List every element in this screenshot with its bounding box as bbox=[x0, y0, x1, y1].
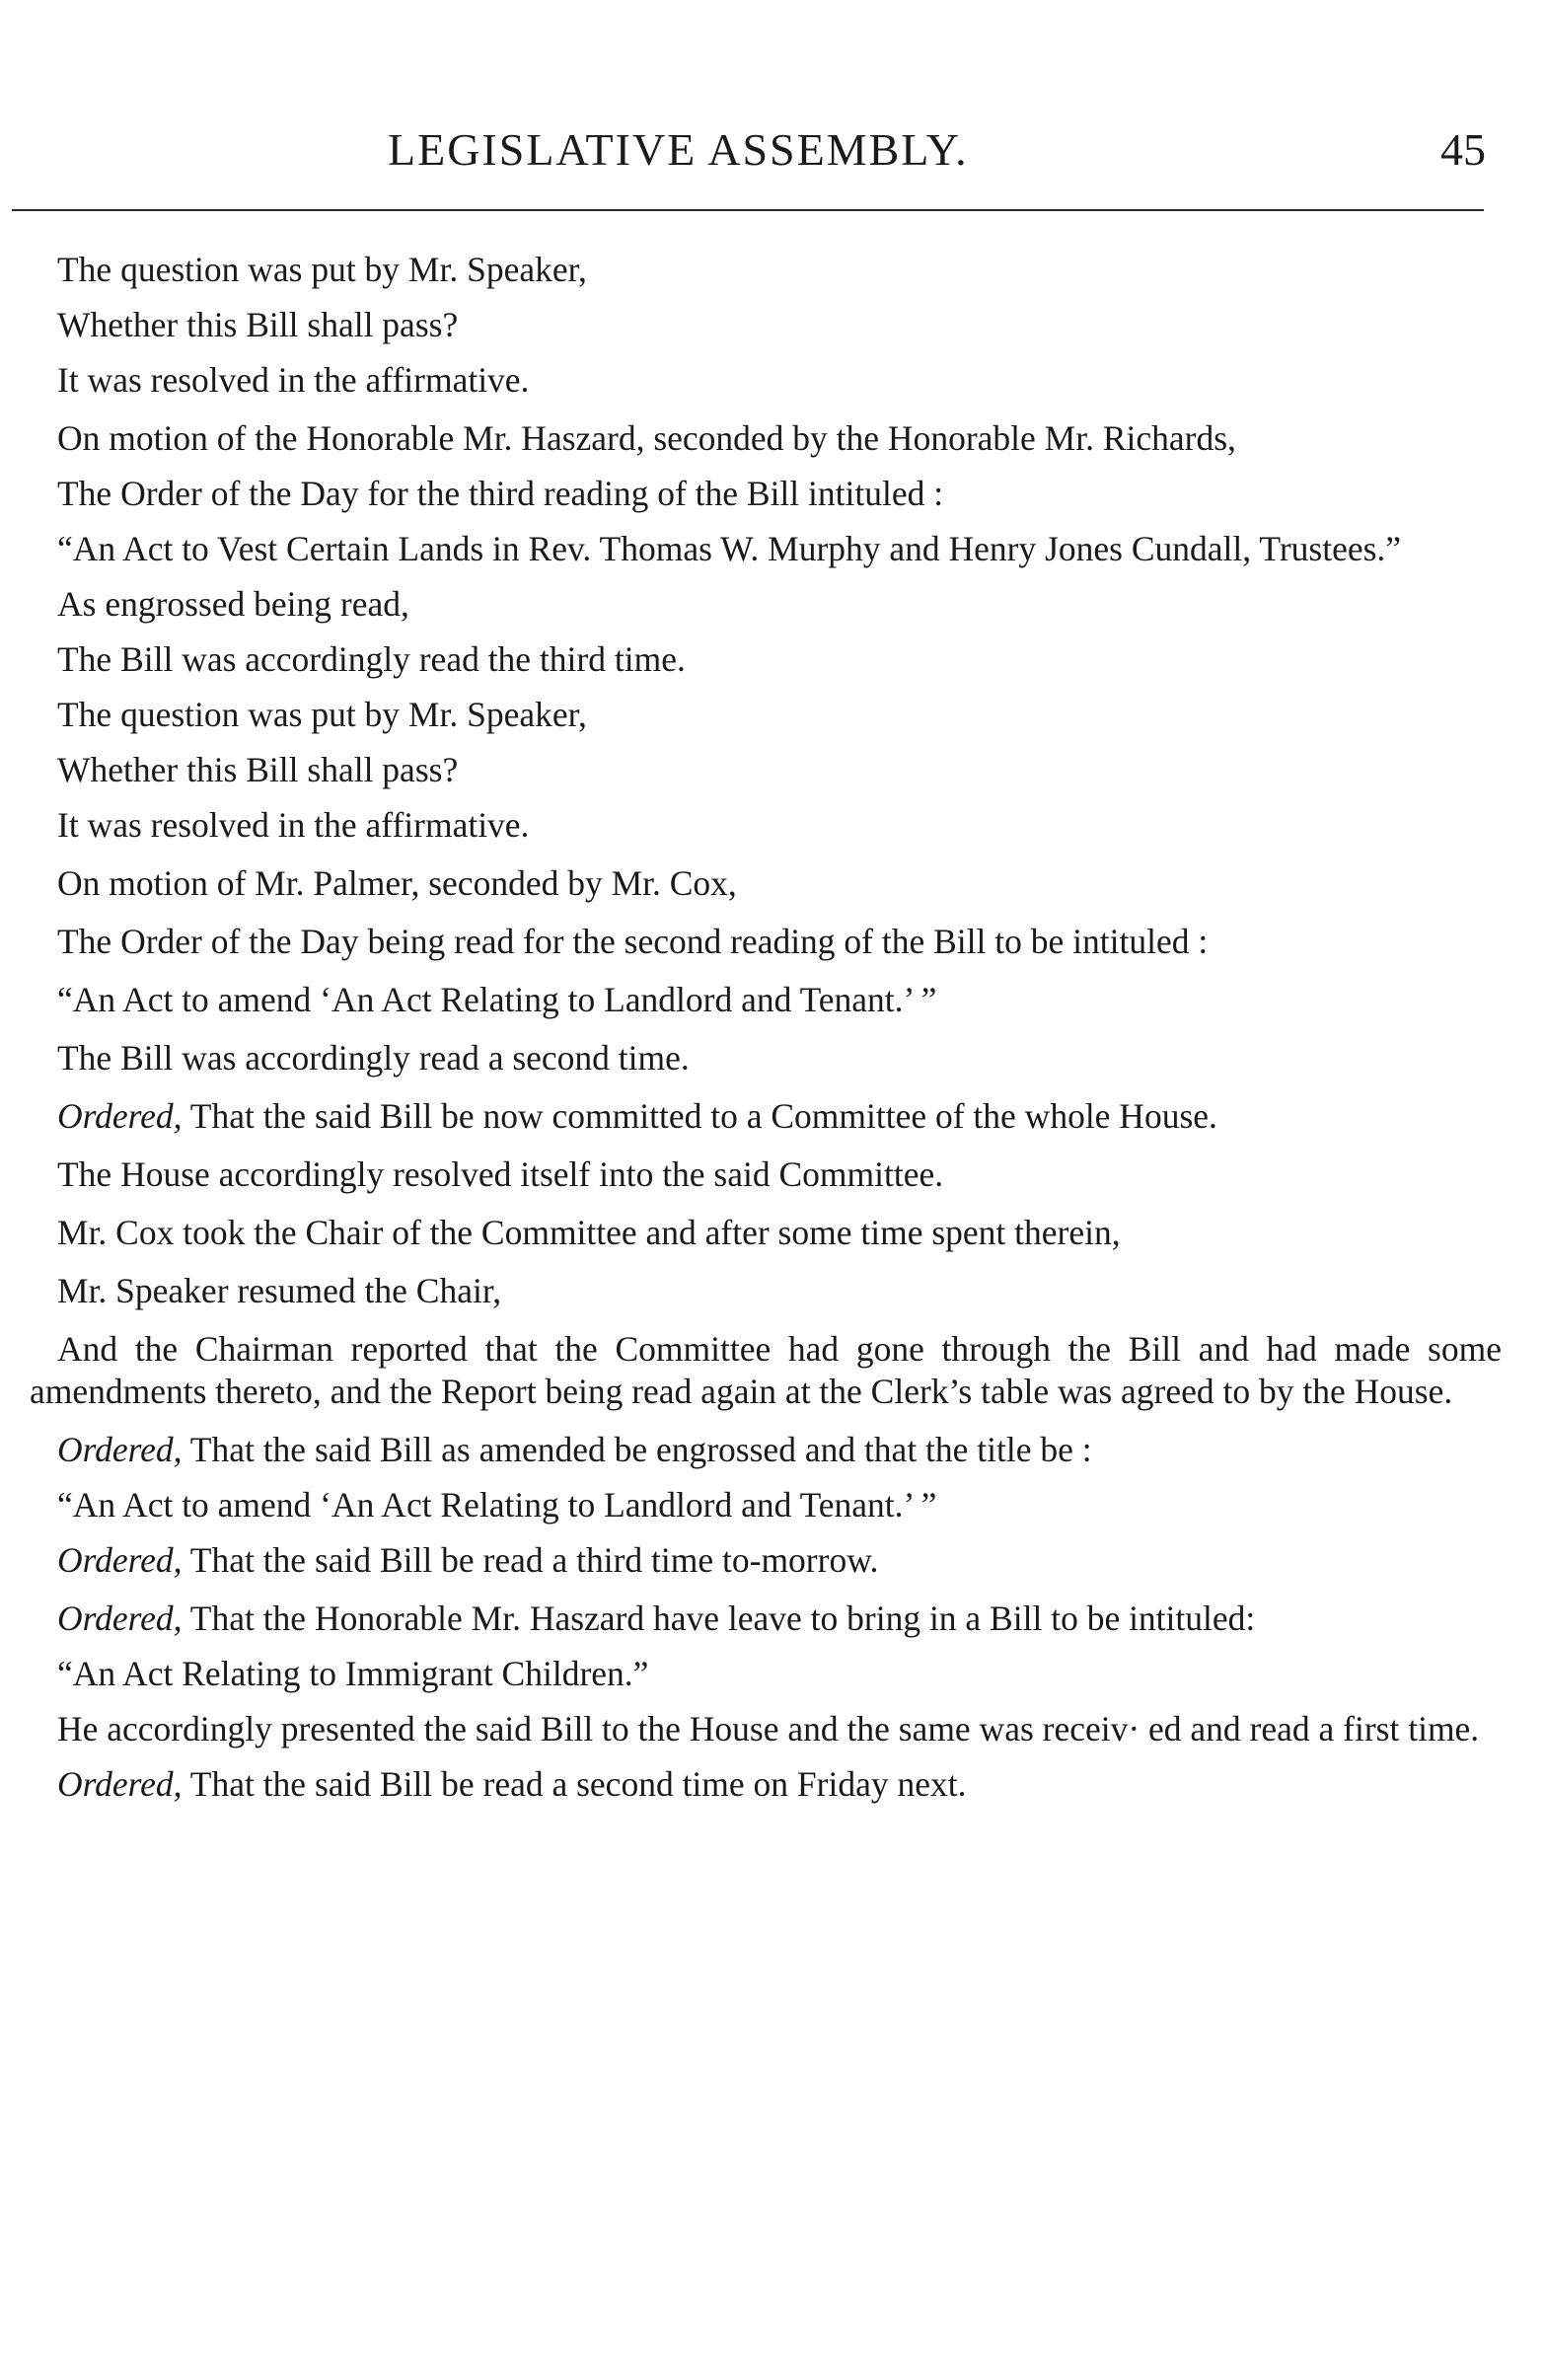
paragraph-text: He accordingly presented the said Bill to the House and the same was receiv· ed and read a first time. bbox=[57, 1709, 1480, 1748]
paragraph-lead: Ordered, bbox=[57, 1599, 183, 1638]
paragraph-text: The question was put by Mr. Speaker, bbox=[57, 695, 587, 734]
paragraph-text: The House accordingly resolved itself into the said Committee. bbox=[57, 1154, 944, 1194]
paragraph bbox=[30, 1429, 1502, 1471]
page-header bbox=[0, 120, 1545, 180]
paragraph-text: It was resolved in the affirmative. bbox=[57, 805, 530, 845]
header-rule bbox=[12, 209, 1484, 211]
paragraph bbox=[30, 694, 1502, 736]
paragraph bbox=[30, 1484, 1502, 1526]
paragraph-text: That the said Bill be now committed to a Committee of the whole House. bbox=[182, 1096, 1217, 1136]
paragraph-text: The Order of the Day being read for the second reading of the Bill to be intituled : bbox=[57, 922, 1209, 961]
paragraph-lead: Ordered, bbox=[57, 1096, 183, 1136]
paragraph-text: Mr. Cox took the Chair of the Committee and after some time spent therein, bbox=[57, 1213, 1121, 1252]
paragraph bbox=[30, 473, 1502, 515]
paragraph-text: “An Act Relating to Immigrant Children.” bbox=[57, 1654, 649, 1693]
paragraph-text: The Order of the Day for the third reading of the Bill intituled : bbox=[57, 474, 944, 513]
paragraph bbox=[30, 1270, 1502, 1312]
paragraph-text: Whether this Bill shall pass? bbox=[57, 305, 459, 344]
paragraph-text: On motion of Mr. Palmer, seconded by Mr. Cox, bbox=[57, 863, 737, 903]
paragraph-text: That the Honorable Mr. Haszard have leave to bring in a Bill to be intituled: bbox=[182, 1599, 1256, 1638]
paragraph bbox=[30, 1653, 1502, 1695]
paragraph-text: The question was put by Mr. Speaker, bbox=[57, 250, 587, 289]
paragraph-lead: Ordered, bbox=[57, 1764, 183, 1804]
paragraph bbox=[30, 749, 1502, 791]
paragraph bbox=[30, 359, 1502, 402]
paragraph-text: And the Chairman reported that the Committee had gone through the Bill and had made some amendments thereto, and the Report being read again at the Clerk’s table was agreed to by the House. bbox=[30, 1329, 1502, 1411]
paragraph bbox=[30, 1763, 1502, 1806]
paragraph bbox=[30, 862, 1502, 905]
paragraph-text: The Bill was accordingly read a second time. bbox=[57, 1038, 690, 1078]
paragraph-text: Mr. Speaker resumed the Chair, bbox=[57, 1271, 502, 1310]
journal-body bbox=[30, 249, 1502, 1819]
paragraph bbox=[30, 1037, 1502, 1079]
paragraph-text: On motion of the Honorable Mr. Haszard, seconded by the Honorable Mr. Richards, bbox=[57, 418, 1236, 458]
paragraph bbox=[30, 921, 1502, 963]
paragraph bbox=[30, 1708, 1502, 1750]
paragraph-text: “An Act to Vest Certain Lands in Rev. Thomas W. Murphy and Henry Jones Cundall, Trustees.” bbox=[57, 529, 1402, 568]
paragraph bbox=[30, 638, 1502, 681]
paragraph-lead: Ordered, bbox=[57, 1430, 183, 1469]
paragraph bbox=[30, 1212, 1502, 1254]
paragraph-text: That the said Bill be read a second time on Friday next. bbox=[182, 1764, 967, 1804]
page-number: 45 bbox=[1440, 124, 1486, 175]
paragraph bbox=[30, 1539, 1502, 1582]
paragraph-text: “An Act to amend ‘An Act Relating to Landlord and Tenant.’ ” bbox=[57, 980, 937, 1019]
paragraph bbox=[30, 1328, 1502, 1413]
paragraph-text: As engrossed being read, bbox=[57, 584, 409, 624]
paragraph bbox=[30, 528, 1502, 570]
running-title: LEGISLATIVE ASSEMBLY. bbox=[388, 124, 969, 175]
paragraph-text: That the said Bill be read a third time to-morrow. bbox=[182, 1540, 879, 1580]
paragraph-text: That the said Bill as amended be engrossed and that the title be : bbox=[182, 1430, 1092, 1469]
paragraph bbox=[30, 417, 1502, 460]
paragraph bbox=[30, 1598, 1502, 1640]
paragraph-text: It was resolved in the affirmative. bbox=[57, 360, 530, 400]
paragraph bbox=[30, 979, 1502, 1021]
paragraph-text: “An Act to amend ‘An Act Relating to Landlord and Tenant.’ ” bbox=[57, 1485, 937, 1525]
paragraph-lead: Ordered, bbox=[57, 1540, 183, 1580]
paragraph bbox=[30, 583, 1502, 626]
paragraph bbox=[30, 1095, 1502, 1138]
paragraph bbox=[30, 1153, 1502, 1196]
paragraph-text: Whether this Bill shall pass? bbox=[57, 750, 459, 789]
paragraph bbox=[30, 304, 1502, 346]
paragraph bbox=[30, 804, 1502, 847]
paragraph bbox=[30, 249, 1502, 291]
paragraph-text: The Bill was accordingly read the third time. bbox=[57, 639, 686, 679]
